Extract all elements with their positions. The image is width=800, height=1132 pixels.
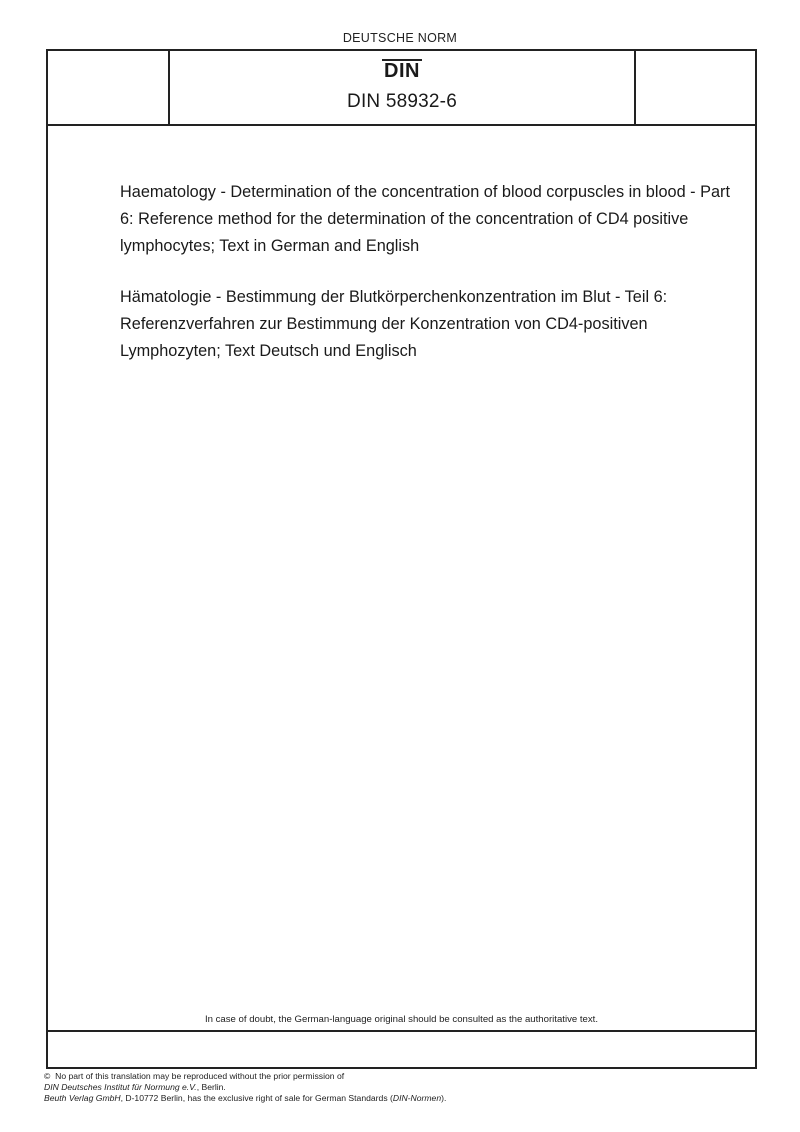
copyright-text-3-end: ). [441,1093,447,1103]
title-german: Hämatologie - Bestimmung der Blutkörperchenkonzentration im Blut - Teil 6: Referenzverfahren zur Bestimmung der Konzentration von CD4-positiven Lymphozyten; Text Deutsch und Englisch [120,288,668,360]
document-type-label: DEUTSCHE NORM [342,31,458,45]
page-frame [46,49,757,1069]
copyright-symbol: © [44,1071,51,1081]
copyright-text-1: No part of this translation may be reproduced without the prior permission of [55,1071,345,1081]
authoritative-text-note: In case of doubt, the German-language original should be consulted as the authoritative text. [204,1014,599,1025]
copyright-line-2 [44,1082,744,1093]
document-number: DIN 58932-6 [347,91,457,112]
copyright-notice [44,1071,744,1104]
din-normen-label: DIN-Normen [392,1093,442,1103]
header-block [48,51,755,126]
header-right-cell [634,51,755,124]
copyright-text-2: , Berlin. [196,1082,226,1092]
copyright-line-3 [44,1093,744,1104]
din-logo [382,59,422,81]
copyright-line-1 [44,1071,744,1082]
din-institute-name: DIN Deutsches Institut für Normung e.V. [44,1082,197,1092]
publisher-name: Beuth Verlag GmbH [44,1093,121,1103]
header-left-cell [48,51,170,124]
logo-text: DIN [384,60,420,82]
title-english: Haematology - Determination of the concentration of blood corpuscles in blood - Part 6: Reference method for the determination of the concentration of CD4 positive lymphocytes; Text in German and English [120,183,730,255]
footer-divider [48,1030,755,1032]
header-center-cell [170,51,634,124]
copyright-text-3: , D-10772 Berlin, has the exclusive right of sale for German Standards ( [120,1093,393,1103]
